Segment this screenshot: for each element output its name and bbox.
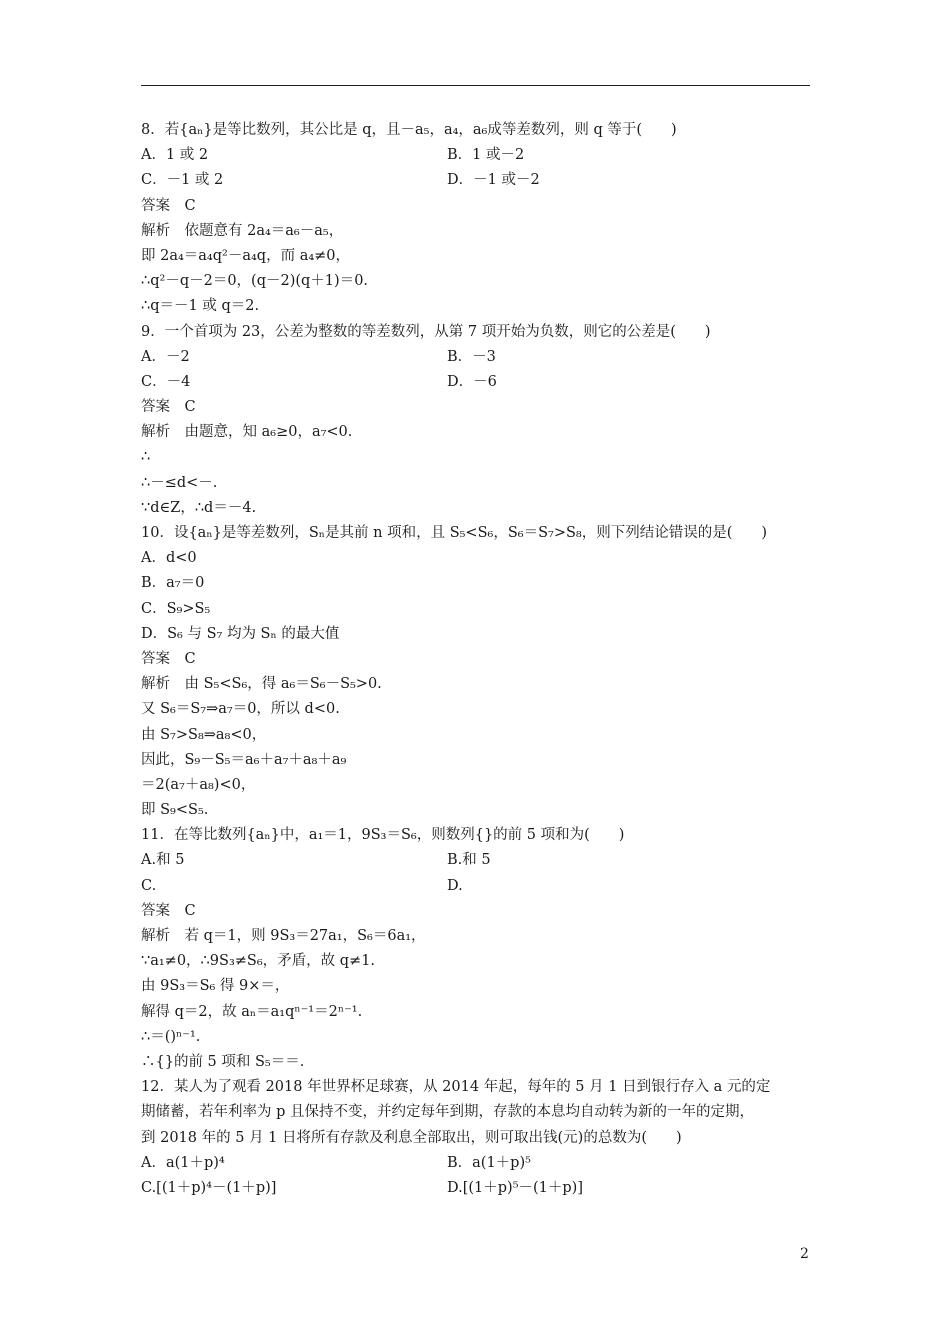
option-right: B．a(1＋p)⁵ — [447, 1154, 531, 1171]
option-left: A．1 或 2 — [141, 147, 209, 164]
text-line: ∴{}的前 5 项和 S₅＝＝. — [141, 1053, 305, 1070]
option-row — [141, 370, 821, 395]
option-right: B．－3 — [447, 348, 496, 365]
text-line: ∴ — [141, 449, 151, 466]
text-line: 由 S₇>S₈⇒a₈<0， — [141, 726, 267, 743]
text-line: ∵a₁≠0，∴9S₃≠S₆，矛盾，故 q≠1. — [141, 953, 376, 970]
option-left: C．－1 或 2 — [141, 172, 224, 189]
option-row — [141, 345, 821, 370]
header-rule — [141, 85, 810, 86]
option-right: B.和 5 — [447, 852, 491, 869]
option-left: A．a(1＋p)⁴ — [141, 1154, 225, 1171]
text-line: C．S₉>S₅ — [141, 600, 211, 617]
text-line: 12．某人为了观看 2018 年世界杯足球赛，从 2014 年起，每年的 5 月 1 日到银行存入 a 元的定 — [141, 1079, 771, 1096]
text-line: 答案 C — [141, 197, 196, 214]
text-line: 即 2a₄＝a₄q²－a₄q，而 a₄≠0， — [141, 247, 351, 264]
text-line: 由 9S₃＝S₆ 得 9×＝， — [141, 978, 290, 995]
text-line: 解得 q＝2，故 aₙ＝a₁qⁿ⁻¹＝2ⁿ⁻¹. — [141, 1003, 363, 1020]
text-line: ∴q²－q－2＝0，(q－2)(q＋1)＝0. — [141, 273, 369, 290]
text-line: ＝2(a₇＋a₈)<0， — [141, 776, 256, 793]
page-content — [141, 118, 821, 1201]
option-left: C．－4 — [141, 373, 191, 390]
text-line: 因此，S₉－S₅＝a₆＋a₇＋a₈＋a₉ — [141, 751, 347, 768]
text-line: 解析 若 q＝1，则 9S₃＝27a₁，S₆＝6a₁， — [141, 928, 426, 944]
page-number: 2 — [800, 1246, 809, 1262]
text-line: 答案 C — [141, 650, 196, 667]
option-row — [141, 143, 821, 168]
option-right: B．1 或－2 — [447, 147, 525, 164]
option-row — [141, 848, 821, 873]
option-right: D．－1 或－2 — [447, 172, 540, 189]
option-left: A.和 5 — [141, 852, 185, 869]
question-line: 8．若{aₙ}是等比数列，其公比是 q，且－a₅，a₄，a₆成等差数列，则 q 等于( ) — [141, 122, 677, 138]
text-line: 到 2018 年的 5 月 1 日将所有存款及利息全部取出，则可取出钱(元)的总数为( ) — [141, 1129, 682, 1146]
option-right: D．－6 — [447, 373, 497, 390]
text-line: A．d<0 — [141, 550, 197, 567]
text-line: 答案 C — [141, 902, 196, 919]
text-line: B．a₇＝0 — [141, 575, 205, 592]
text-line: ∴＝()ⁿ⁻¹. — [141, 1028, 201, 1045]
text-line: 又 S₆＝S₇⇒a₇＝0，所以 d<0. — [141, 701, 340, 718]
question-line: 11．在等比数列{aₙ}中，a₁＝1，9S₃＝S₆，则数列{}的前 5 项和为( ) — [141, 827, 625, 844]
option-left: C. — [141, 877, 157, 894]
option-row — [141, 1176, 821, 1201]
option-left: C.[(1＋p)⁴－(1＋p)] — [141, 1179, 277, 1196]
option-row — [141, 168, 821, 193]
option-right: D. — [447, 877, 463, 894]
option-right: D.[(1＋p)⁵－(1＋p)] — [447, 1179, 583, 1196]
question-line: 9．一个首项为 23，公差为整数的等差数列，从第 7 项开始为负数，则它的公差是( ) — [141, 323, 711, 340]
text-line: ∴－≤d<－. — [141, 474, 218, 491]
option-row — [141, 1151, 821, 1176]
text-line: 解析 由题意，知 a₆≥0，a₇<0. — [141, 424, 353, 441]
text-line: ∵d∈Z，∴d＝－4. — [141, 499, 257, 516]
text-line: 即 S₉<S₅. — [141, 802, 209, 819]
text-line: 解析 依题意有 2a₄＝a₆－a₅， — [141, 222, 344, 239]
text-line: 答案 C — [141, 399, 196, 416]
option-row — [141, 874, 821, 899]
text-line: 期储蓄，若年利率为 p 且保持不变，并约定每年到期，存款的本息均自动转为新的一年的定期， — [141, 1104, 754, 1121]
text-line: D．S₆ 与 S₇ 均为 Sₙ 的最大值 — [141, 625, 340, 642]
option-left: A．－2 — [141, 348, 190, 365]
text-line: 解析 由 S₅<S₆，得 a₆＝S₆－S₅>0. — [141, 676, 382, 693]
text-line: ∴q＝－1 或 q＝2. — [141, 298, 260, 315]
question-line: 10．设{aₙ}是等差数列，Sₙ是其前 n 项和，且 S₅<S₆，S₆＝S₇>S₈，则下列结论错误的是( ) — [141, 525, 768, 541]
